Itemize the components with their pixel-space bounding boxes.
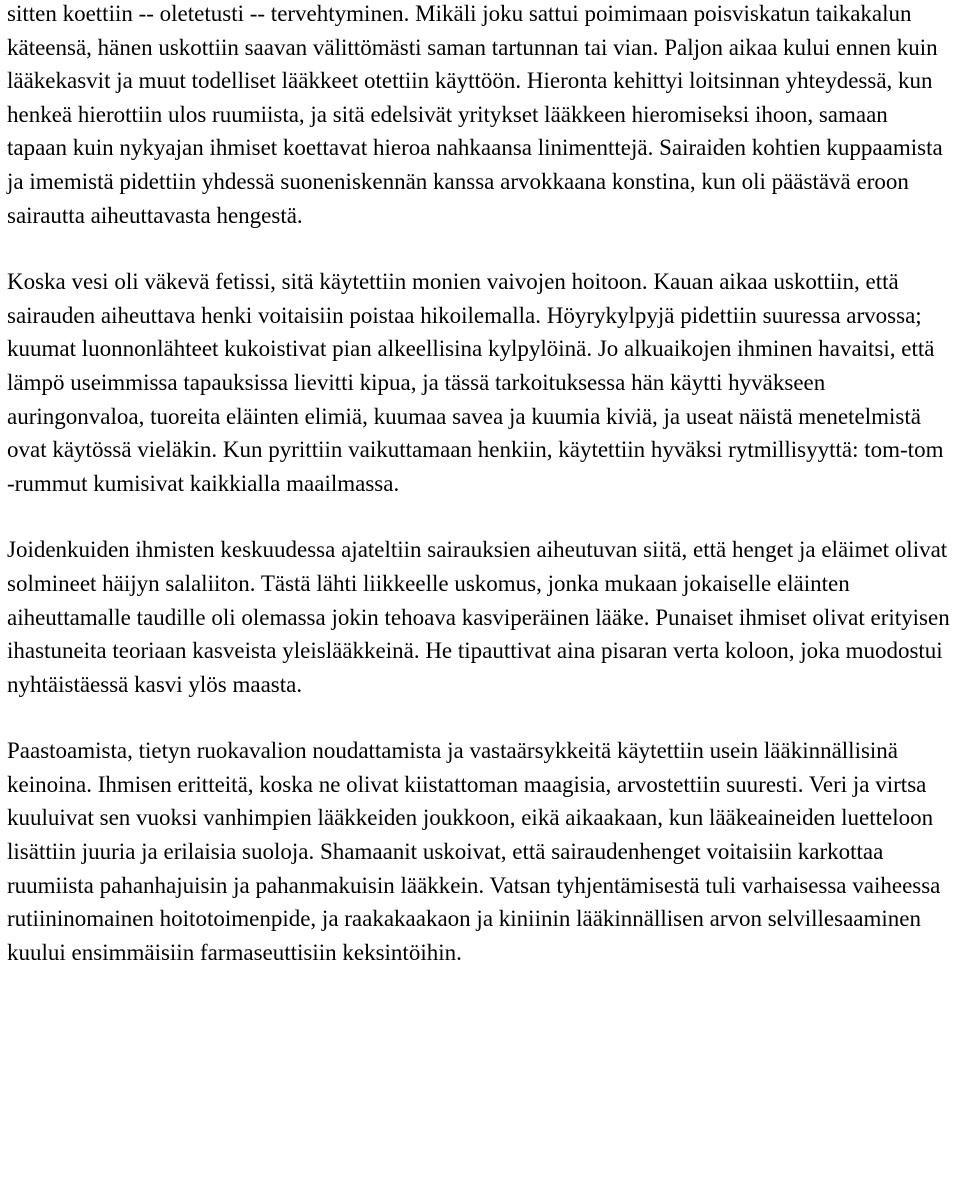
paragraph-3: Joidenkuiden ihmisten keskuudessa ajateltiin sairauksien aiheutuvan siitä, että henget ja eläimet olivat solmineet häijyn salaliiton. Tästä lähti liikkeelle uskomus, jonka mukaan jokaiselle eläinten aiheuttamalle taudille oli olemassa jokin tehoava kasviperäinen lääke. Punaiset ihmiset olivat erityisen ihastuneita teoriaan kasveista yleislääkkeinä. He tipauttivat aina pisaran verta koloon, joka muodostui nyhtäistäessä kasvi ylös maasta. xyxy=(7,537,950,697)
paragraph-2: Koska vesi oli väkevä fetissi, sitä käytettiin monien vaivojen hoitoon. Kauan aikaa uskottiin, että sairauden aiheuttava henki voitaisiin poistaa hikoilemalla. Höyrykylpyjä pidettiin suuressa arvossa; kuumat luonnonlähteet kukoistivat pian alkeellisina kylpylöinä. Jo alkuaikojen ihminen havaitsi, että lämpö useimmissa tapauksissa lievitti kipua, ja tässä tarkoituksessa hän käytti hyväkseen auringonvaloa, tuoreita eläinten elimiä, kuumaa savea ja kuumia kiviä, ja useat näistä menetelmistä ovat käytössä vieläkin. Kun pyrittiin vaikuttamaan henkiin, käytettiin hyväksi rytmillisyyttä: tom-tom -rummut kumisivat kaikkialla maailmassa. xyxy=(7,269,944,496)
paragraph-1: sitten koettiin -- oletetusti -- tervehtyminen. Mikäli joku sattui poimimaan poisviskatun taikakalun käteensä, hänen uskottiin saavan välittömästi saman tartunnan tai vian. Paljon aikaa kului ennen kuin lääkekasvit ja muut todelliset lääkkeet otettiin käyttöön. Hieronta kehittyi loitsinnan yhteydessä, kun henkeä hierottiin ulos ruumiista, ja sitä edelsivät yritykset lääkkeen hieromiseksi ihoon, samaan tapaan kuin nykyajan ihmiset koettavat hieroa nahkaansa linimenttejä. Sairaiden kohtien kuppaamista ja imemistä pidettiin yhdessä suoneniskennän kanssa arvokkaana konstina, kun oli päästävä eroon sairautta aiheuttavasta hengestä. xyxy=(7,1,943,228)
paragraph-4: Paastoamista, tietyn ruokavalion noudattamista ja vastaärsykkeitä käytettiin usein lääkinnällisinä keinoina. Ihmisen eritteitä, koska ne olivat kiistattoman maagisia, arvostettiin suuresti. Veri ja virtsa kuuluivat sen vuoksi vanhimpien lääkkeiden joukkoon, eikä aikaakaan, kun lääkeaineiden luetteloon lisättiin juuria ja erilaisia suoloja. Shamaanit uskoivat, että sairaudenhenget voitaisiin karkottaa ruumiista pahanhajuisin ja pahanmakuisin lääkkein. Vatsan tyhjentämisestä tuli varhaisessa vaiheessa rutiininomainen hoitotoimenpide, ja raakakaakaon ja kiniinin lääkinnällisen arvon selvillesaaminen kuului ensimmäisiin farmaseuttisiin keksintöihin. xyxy=(7,738,941,965)
